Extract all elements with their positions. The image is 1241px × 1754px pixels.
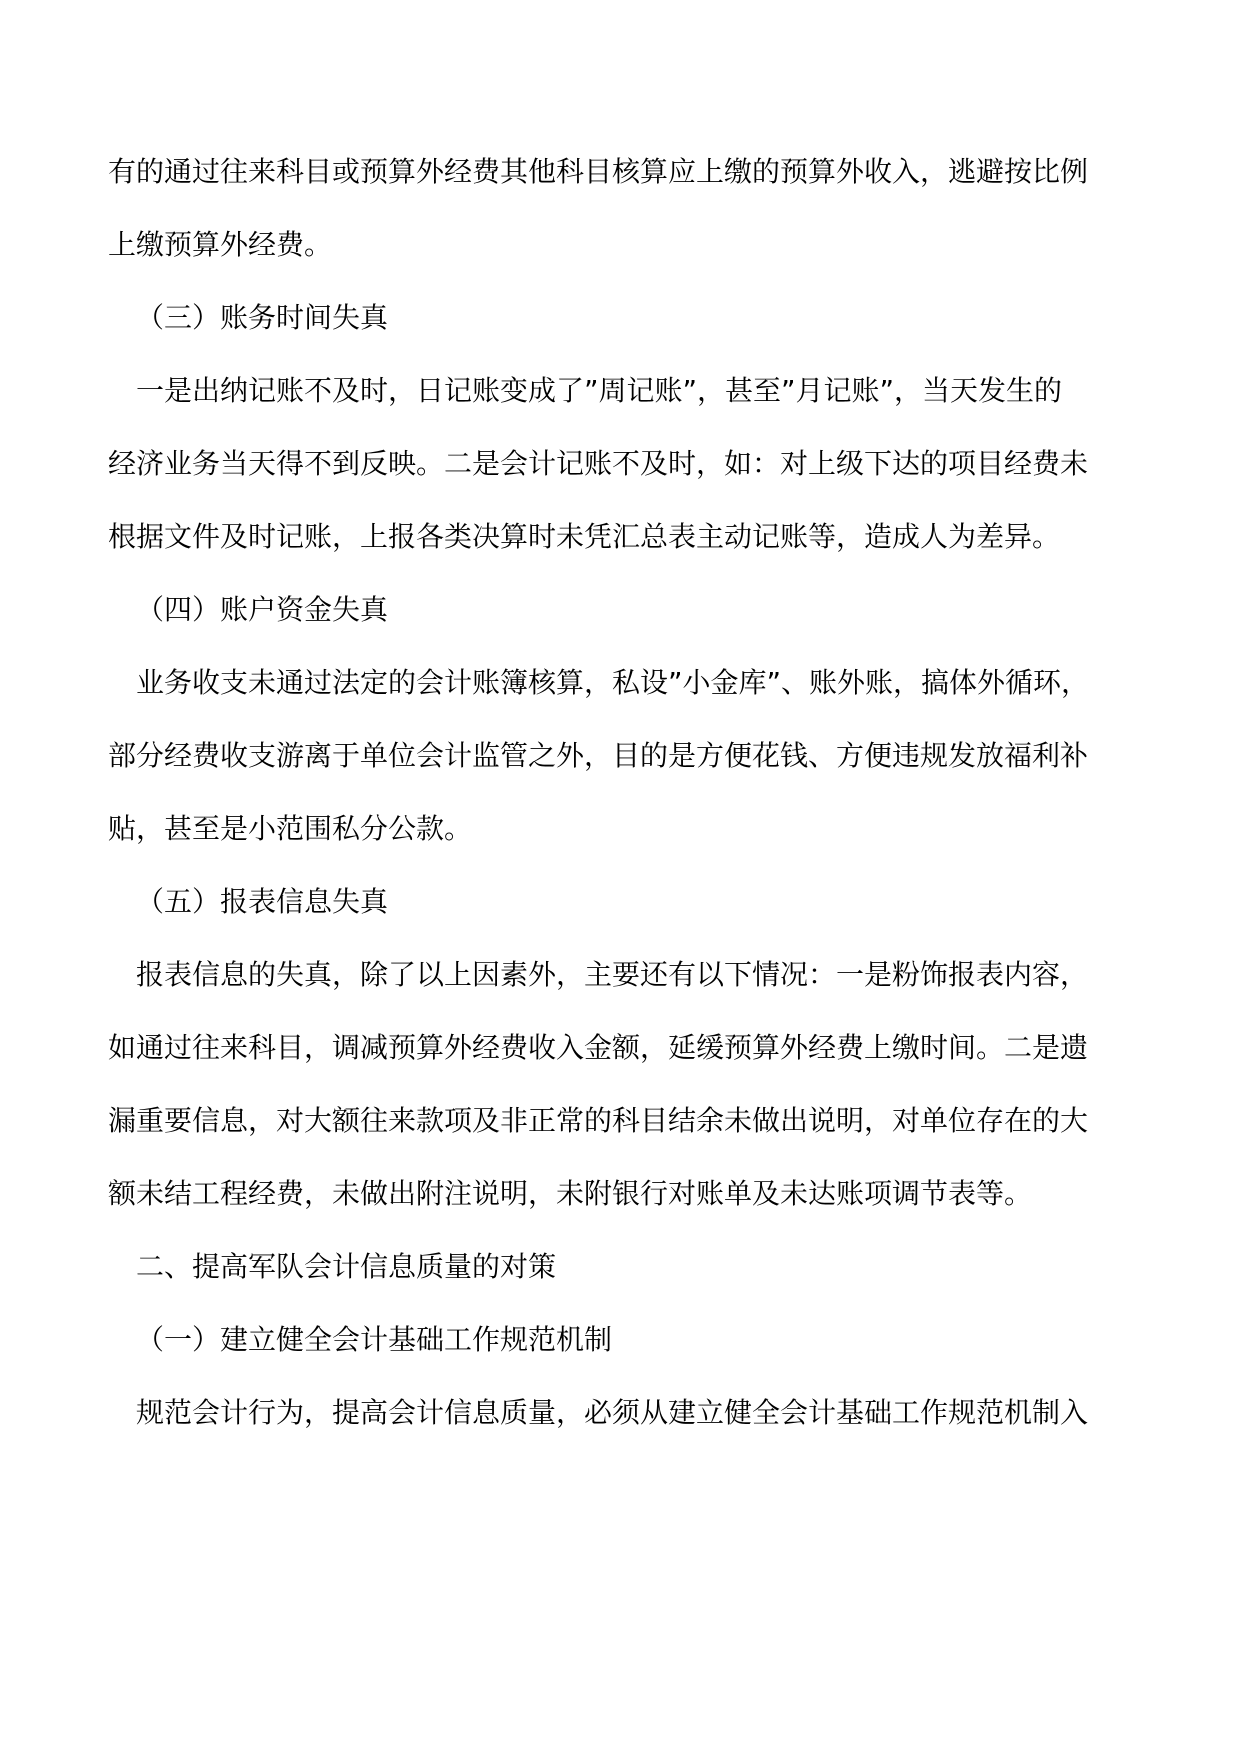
body-text-line: 有的通过往来科目或预算外经费其他科目核算应上缴的预算外收入，逃避按比例 — [108, 155, 1089, 188]
section-heading: （三）账务时间失真 — [136, 301, 389, 334]
body-text-line: 部分经费收支游离于单位会计监管之外，目的是方便花钱、方便违规发放福利补 — [108, 739, 1089, 772]
body-text-line: 规范会计行为，提高会计信息质量，必须从建立健全会计基础工作规范机制入 — [136, 1396, 1089, 1429]
body-text-line: 报表信息的失真，除了以上因素外，主要还有以下情况：一是粉饰报表内容， — [136, 958, 1089, 991]
body-text-line: 经济业务当天得不到反映。二是会计记账不及时，如：对上级下达的项目经费未 — [108, 447, 1089, 480]
section-heading: （五）报表信息失真 — [136, 885, 389, 918]
body-text-line: 漏重要信息，对大额往来款项及非正常的科目结余未做出说明，对单位存在的大 — [108, 1104, 1089, 1137]
chapter-heading: 二、提高军队会计信息质量的对策 — [136, 1250, 557, 1283]
body-text-line: 贴，甚至是小范围私分公款。 — [108, 812, 473, 845]
body-text-line: 如通过往来科目，调减预算外经费收入金额，延缓预算外经费上缴时间。二是遗 — [108, 1031, 1089, 1064]
body-text-line: 上缴预算外经费。 — [108, 228, 333, 261]
body-text-line: 业务收支未通过法定的会计账簿核算，私设”小金库”、账外账，搞体外循环， — [136, 666, 1090, 699]
body-text-line: 根据文件及时记账，上报各类决算时未凭汇总表主动记账等，造成人为差异。 — [108, 520, 1061, 553]
body-text-line: 额未结工程经费，未做出附注说明，未附银行对账单及未达账项调节表等。 — [108, 1177, 1033, 1210]
body-text-line: 一是出纳记账不及时，日记账变成了”周记账”，甚至”月记账”，当天发生的 — [136, 374, 1063, 407]
section-heading: （四）账户资金失真 — [136, 593, 389, 626]
section-heading: （一）建立健全会计基础工作规范机制 — [136, 1323, 613, 1356]
